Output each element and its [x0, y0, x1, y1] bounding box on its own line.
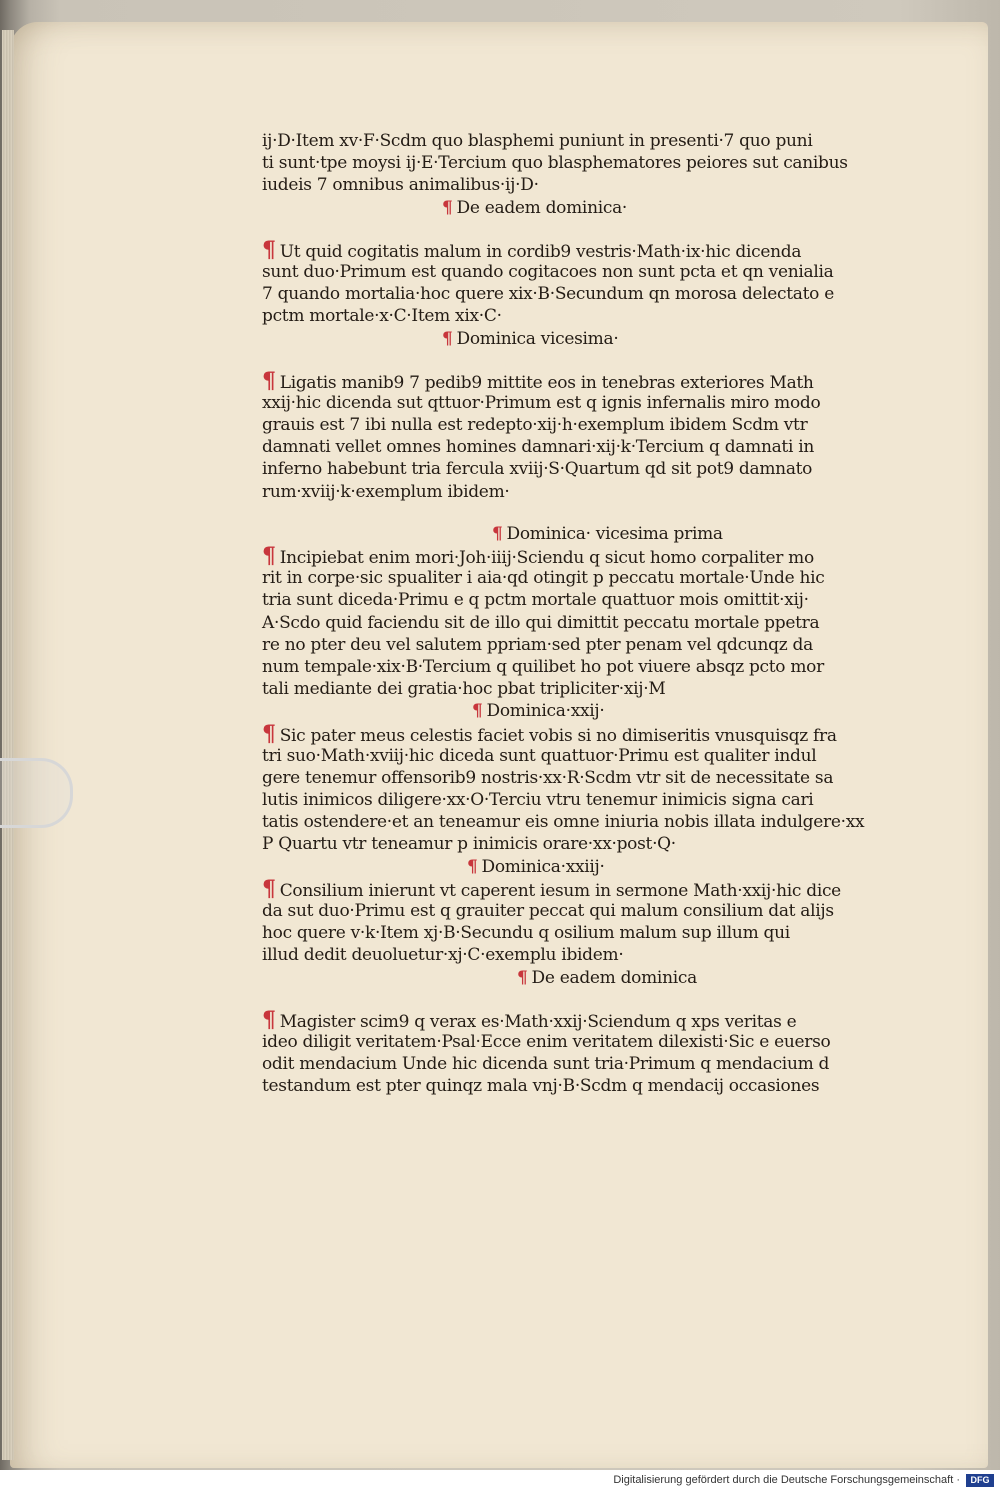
heading-text: De eadem dominica·	[456, 197, 628, 218]
heading-text: De eadem dominica	[531, 967, 697, 988]
text-line: pctm mortale·x·C·Item xix·C·	[262, 306, 502, 327]
section-heading	[262, 197, 902, 219]
paragraph-mark-icon: ¶	[262, 236, 276, 263]
text-line: illud dedit deuoluetur·xj·C·exemplu ibidem·	[262, 945, 624, 966]
paragraph-mark-icon: ¶	[467, 856, 478, 877]
text-line: damnati vellet omnes homines damnari·xij·k·Tercium q damnati in	[262, 437, 814, 458]
text-line: ij·D·Item xv·F·Scdm quo blasphemi puniunt in presenti·7 quo puni	[262, 131, 813, 151]
text-line: ¶ Incipiebat enim mori·Joh·iiij·Sciendu q sicut homo corpaliter mo	[262, 543, 814, 569]
text-line: tali mediante dei gratia·hoc pbat tripliciter·xij·M	[262, 679, 666, 700]
text-line: P Quartu vtr teneamur p inimicis orare·xx·post·Q·	[262, 834, 676, 855]
text-line: ideo diligit veritatem·Psal·Ecce enim veritatem dilexisti·Sic e euerso	[262, 1031, 831, 1052]
text-line: rum·xviij·k·exemplum ibidem·	[262, 481, 510, 502]
text-line: lutis inimicos diligere·xx·O·Terciu vtru tenemur inimicis signa cari	[262, 790, 814, 811]
heading-text: Dominica· vicesima prima	[506, 523, 723, 544]
text-line: 7 quando mortalia·hoc quere xix·B·Secundum qn morosa delectato e	[262, 284, 834, 305]
heading-text: Dominica·xxiij·	[481, 856, 605, 877]
footer-credit: Digitalisierung gefördert durch die Deutsche Forschungsgemeinschaft ·	[613, 1474, 960, 1486]
section-heading	[262, 328, 902, 350]
paragraph-mark-icon: ¶	[492, 523, 503, 544]
text-line: iudeis 7 omnibus animalibus·ij·D·	[262, 175, 539, 196]
text-line: ¶ Consilium inierunt vt caperent iesum in sermone Math·xxij·hic dice	[262, 875, 841, 902]
text-line: ti sunt·tpe moysi ij·E·Tercium quo blasphematores peiores sut canibus	[262, 153, 848, 174]
section-heading	[262, 967, 902, 989]
text-line: da sut duo·Primu est q grauiter peccat qui malum consilium dat alijs	[262, 901, 834, 921]
paragraph-mark-icon: ¶	[262, 367, 276, 394]
text-line: tatis ostendere·et an teneamur eis omne iniuria nobis illata indulgere·xx	[262, 812, 865, 833]
paragraph-mark-icon: ¶	[472, 701, 483, 722]
text-line: grauis est 7 ibi nulla est redepto·xij·h·exemplum ibidem Scdm vtr	[262, 415, 808, 436]
paragraph-mark-icon: ¶	[262, 1006, 276, 1033]
text-line: odit mendacium Unde hic dicenda sunt tria·Primum q mendacium d	[262, 1054, 830, 1075]
dfg-logo-icon: DFG	[966, 1474, 994, 1487]
page-clip-icon	[0, 758, 73, 828]
text-line: inferno habebunt tria fercula xviij·S·Quartum qd sit pot9 damnato	[262, 459, 813, 480]
heading-text: Dominica·xxij·	[486, 701, 605, 722]
paragraph-mark-icon: ¶	[262, 875, 276, 902]
section-heading	[262, 856, 902, 878]
text-line: ¶ Magister scim9 q verax es·Math·xxij·Sciendum q xps veritas e	[262, 1006, 797, 1033]
text-line: tria sunt diceda·Primu e q pctm mortale quattuor mois omittit·xij·	[262, 590, 809, 611]
text-line: A·Scdo quid faciendu sit de illo qui dimittit peccatu mortale ppetra	[262, 612, 820, 633]
footer-bar	[0, 1470, 1000, 1492]
paragraph-mark-icon: ¶	[517, 967, 528, 988]
heading-text: Dominica vicesima·	[456, 328, 619, 349]
paragraph-mark-icon: ¶	[262, 543, 276, 569]
text-line: rit in corpe·sic spualiter i aia·qd otingit p peccatu mortale·Unde hic	[262, 568, 825, 589]
page-edges	[2, 30, 14, 1460]
paragraph-mark-icon: ¶	[442, 328, 453, 349]
text-line: tri suo·Math·xviij·hic diceda sunt quattuor·Primu est qualiter indul	[262, 745, 817, 766]
text-line: ¶ Sic pater meus celestis faciet vobis si no dimiseritis vnusquisqz fra	[262, 720, 837, 747]
text-line: gere tenemur offensorib9 nostris·xx·R·Scdm vtr sit de necessitate sa	[262, 767, 834, 788]
text-line: hoc quere v·k·Item xj·B·Secundu q osilium malum sup illum qui	[262, 923, 790, 944]
text-line: xxij·hic dicenda sut qttuor·Primum est q ignis infernalis miro modo	[262, 392, 821, 413]
text-line: num tempale·xix·B·Tercium q quilibet ho pot viuere absqz pcto mor	[262, 656, 824, 677]
paragraph-mark-icon: ¶	[442, 197, 453, 218]
text-line: ¶ Ut quid cogitatis malum in cordib9 vestris·Math·ix·hic dicenda	[262, 236, 802, 263]
text-line: testandum est pter quinqz mala vnj·B·Scdm q mendacij occasiones	[262, 1076, 820, 1097]
paragraph-mark-icon: ¶	[262, 720, 276, 747]
section-heading	[262, 700, 902, 722]
text-line: sunt duo·Primum est quando cogitacoes non sunt pcta et qn venialia	[262, 261, 834, 282]
text-line: re no pter deu vel salutem ppriam·sed pter penam vel qdcunqz da	[262, 634, 813, 655]
text-line: ¶ Ligatis manib9 7 pedib9 mittite eos in tenebras exteriores Math	[262, 367, 814, 394]
section-heading	[262, 523, 902, 545]
text-block	[262, 130, 902, 1098]
